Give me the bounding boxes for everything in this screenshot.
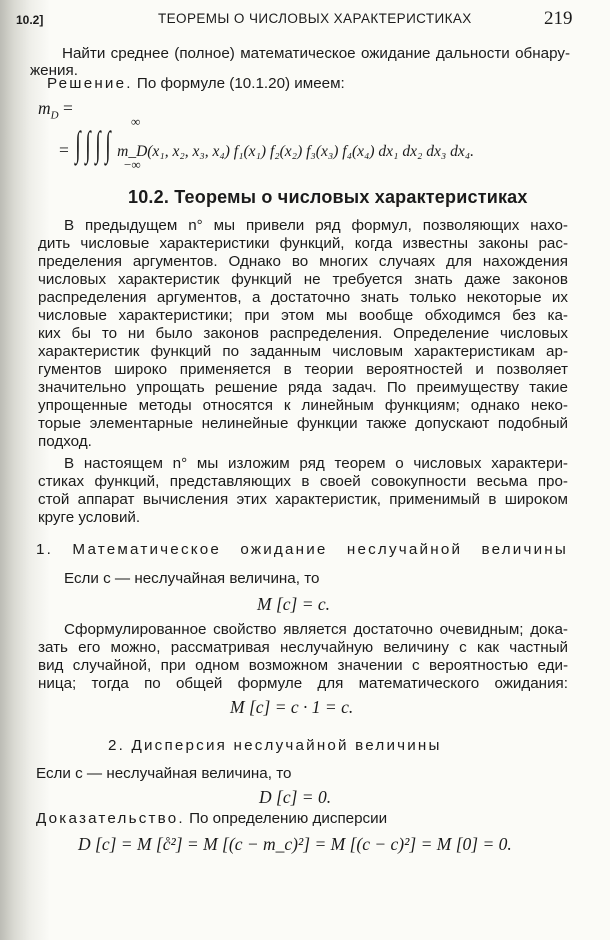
header-section-number: 10.2] (16, 13, 44, 27)
integral-upper-limit: ∞ (131, 114, 141, 129)
item2-formula-2: D [c] = M [c̊²] = M [(c − m_c)²] = M [(c − c)²] = M [0] = 0. (78, 834, 512, 854)
integral-lower-limit: −∞ (124, 157, 141, 172)
integrand: m_D(x₁, x₂, x₃, x₄) f₁(x₁) f₂(x₂) f₃(x₃) f₄(x₄) dx₁ dx₂ dx₃ dx₄. (117, 143, 475, 160)
header-page-number: 219 (544, 8, 573, 29)
section-title: 10.2. Теоремы о числовых характеристиках (128, 187, 528, 207)
integral-sign-4: ∫ (105, 124, 111, 164)
para1-line: дить числовые характеристики функций, когда известны законы рас- (38, 235, 568, 252)
para1-line: пределения аргументов. Однако во многих случаях для нахождения (38, 253, 568, 270)
header-running-title: ТЕОРЕМЫ О ЧИСЛОВЫХ ХАРАКТЕРИСТИКАХ (158, 11, 472, 26)
para2-line: стиках функций, представляющих в своей совокупности весьма про- (38, 473, 568, 490)
mD-symbol: m (38, 98, 51, 118)
para1-line: распределения аргументов, а достаточно знать только некоторые их (38, 289, 568, 306)
para1-line: числовые характеристики; при этом мы вообще обходимся без ка- (38, 307, 568, 324)
integral-sign-3: ∫ (95, 124, 101, 164)
para1-line: подход. (38, 433, 92, 450)
para1-line: В предыдущем n° мы привели ряд формул, позволяющих нахо- (64, 217, 568, 234)
proof-label: Доказательство. (36, 810, 185, 827)
solution-label: Решение. (47, 75, 133, 92)
para2-line: стой аппарат вычисления этих характеристик, применимый в широком (38, 491, 568, 508)
mD-equals: = (62, 98, 73, 118)
proof-text: По определению дисперсии (189, 810, 388, 827)
para1-line: гументов широко применяется в теории вероятностей и позволяет (38, 361, 568, 378)
solution-text: По формуле (10.1.20) имеем: (136, 75, 345, 92)
item1-condition: Если c — неслучайная величина, то (64, 570, 320, 587)
item1-heading: 1. Математическое ожидание неслучайной величины (36, 541, 568, 558)
para1-line: значительно упрощать решение ряда задач. По преимуществу такие (38, 379, 568, 396)
para1-line: ких бы то ни было законов распределения. Определение числовых (38, 325, 568, 342)
item1-para-line: Сформулированное свойство является достаточно очевидным; дока- (64, 621, 568, 638)
intro-line-1: Найти среднее (полное) математическое ожидание дальности обнару- (62, 45, 570, 62)
integral-formula: = ∫ ∫ ∫ ∫ m_D(x₁, x₂, x₃, x₄) f₁(x₁) f₂(x₂) f₃(x₃) f₄(x₄) dx₁ dx₂ dx₃ dx₄. (59, 124, 475, 164)
para1-line: упрощенные методы относятся к линейным функциям; однако неко- (38, 397, 568, 414)
item2-heading: 2. Дисперсия неслучайной величины (108, 737, 442, 754)
para1-line: числовых характеристик функций не требуется знать даже законов (38, 271, 568, 288)
para2-line: круге условий. (38, 509, 141, 526)
item2-condition: Если c — неслучайная величина, то (36, 765, 292, 782)
mD-subscript: D (50, 109, 59, 122)
para1-line: характеристик функций по заданным числовым характеристикам ар- (38, 343, 568, 360)
mD-label (38, 98, 73, 122)
item1-para-line: ница; тогда по общей формуле для математического ожидания: (38, 675, 568, 692)
item1-formula-2: M [c] = c · 1 = c. (230, 697, 354, 717)
item2-formula-1: D [c] = 0. (259, 787, 332, 807)
para2-line: В настоящем n° мы изложим ряд теорем о числовых характери- (64, 455, 568, 472)
integral-sign-2: ∫ (85, 124, 91, 164)
integral-sign-1: ∫ (75, 124, 81, 164)
proof-line (36, 810, 387, 827)
para1-line: торые элементарные нелинейные функции также допускают подобный (38, 415, 568, 432)
intro-line-2: жения. (30, 62, 78, 79)
solution-line (47, 75, 345, 92)
item1-formula-1: M [c] = c. (257, 594, 331, 614)
item1-para-line: зать его можно, рассматривая неслучайную величину c как частный (38, 639, 568, 656)
item1-para-line: вид случайной, при одном возможном значении с вероятностью еди- (38, 657, 568, 674)
